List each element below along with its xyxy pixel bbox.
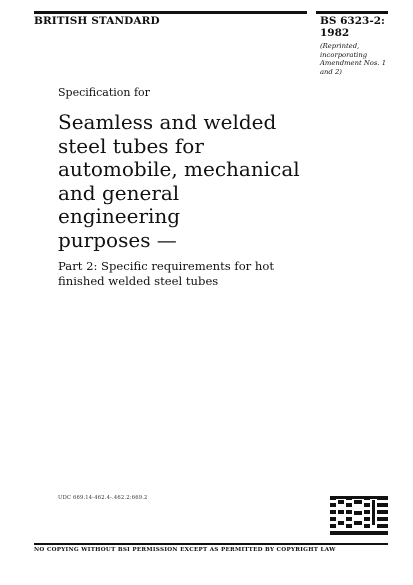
- bottom-rule: [34, 543, 388, 545]
- udc-code: UDC 669.14-462.4-.462.2:669.2: [58, 495, 148, 501]
- top-rule-side: [316, 11, 388, 14]
- top-rule: [34, 11, 307, 14]
- part-title: Part 2: Specific requirements for hot finished welded steel tubes: [58, 259, 275, 288]
- standard-number: BS 6323-2: 1982: [320, 15, 385, 39]
- standard-label: BRITISH STANDARD: [34, 15, 160, 27]
- copyright-notice: NO COPYING WITHOUT BSI PERMISSION EXCEPT AS PERMITTED BY COPYRIGHT LAW: [34, 547, 336, 553]
- reprint-note: (Reprinted, incorporating Amendment Nos. 1 and 2): [320, 42, 387, 76]
- document-title: Seamless and welded steel tubes for automobile, mechanical and general engineering purposes —: [58, 110, 300, 252]
- bsi-logo: [330, 496, 388, 540]
- spec-intro: Specification for: [58, 86, 150, 99]
